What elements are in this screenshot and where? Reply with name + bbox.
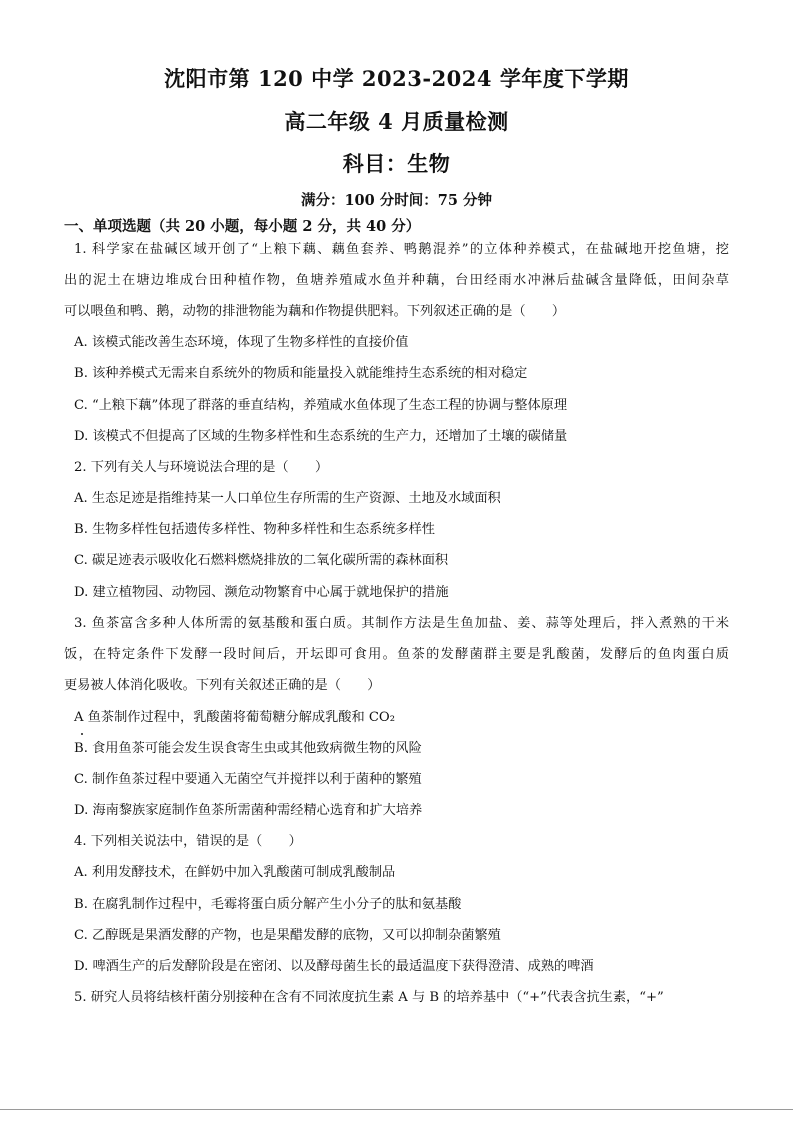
section-heading: 一、单项选题（共 20 小题，每小题 2 分，共 40 分） <box>64 218 421 235</box>
question-5-stem-line-1: 5. 研究人员将结核杆菌分别接种在含有不同浓度抗生素 A 与 B 的培养基中（“+”代表含抗生素，“+” <box>74 990 664 1005</box>
question-3-option-c: C. 制作鱼茶过程中要通入无菌空气并搅拌以利于菌种的繁殖 <box>74 772 422 787</box>
page-bottom-rule <box>0 1109 793 1110</box>
stray-dot-mark <box>81 733 83 735</box>
question-2-option-b: B. 生物多样性包括遗传多样性、物种多样性和生态系统多样性 <box>74 522 435 537</box>
question-4-option-c: C. 乙醇既是果酒发酵的产物，也是果醋发酵的底物，又可以抑制杂菌繁殖 <box>74 928 501 943</box>
question-4-option-b: B. 在腐乳制作过程中，毛霉将蛋白质分解产生小分子的肽和氨基酸 <box>74 897 462 912</box>
question-3-option-d: D. 海南黎族家庭制作鱼茶所需菌种需经精心选育和扩大培养 <box>74 803 423 818</box>
question-4-stem: 4. 下列相关说法中，错误的是（ ） <box>74 834 302 849</box>
question-3-stem-line-3: 更易被人体消化吸收。下列有关叙述正确的是（ ） <box>64 678 381 693</box>
exam-title: 沈阳市第 120 中学 2023-2024 学年度下学期 <box>164 66 629 91</box>
question-2-option-d: D. 建立植物园、动物园、濒危动物繁育中心属于就地保护的措施 <box>74 585 449 600</box>
question-4-option-a: A. 利用发酵技术，在鲜奶中加入乳酸菌可制成乳酸制品 <box>74 865 396 880</box>
question-3-stem-line-2: 饭，在特定条件下发酵一段时间后，开坛即可食用。鱼茶的发酵菌群主要是乳酸菌，发酵后的鱼肉蛋白质 <box>64 647 729 662</box>
question-3-stem-line-1: 3. 鱼茶富含多种人体所需的氨基酸和蛋白质。其制作方法是生鱼加盐、姜、蒜等处理后，拌入煮熟的干米 <box>74 616 729 631</box>
subject-title: 科目：生物 <box>342 151 451 176</box>
question-1-option-b: B. 该种养模式无需来自系统外的物质和能量投入就能维持生态系统的相对稳定 <box>74 366 528 381</box>
question-3-option-b: B. 食用鱼茶可能会发生误食寄生虫或其他致病微生物的风险 <box>74 741 422 756</box>
question-1-stem-line-2: 出的泥土在塘边堆成台田种植作物，鱼塘养殖咸水鱼并种藕，台田经雨水冲淋后盐碱含量降低，田间杂草 <box>64 273 729 288</box>
question-1-option-d: D. 该模式不但提高了区域的生物多样性和生态系统的生产力，还增加了土壤的碳储量 <box>74 429 568 444</box>
score-time-info: 满分：100 分时间：75 分钟 <box>300 192 493 209</box>
question-4-option-d: D. 啤酒生产的后发酵阶段是在密闭、以及酵母菌生长的最适温度下获得澄清、成熟的啤酒 <box>74 959 594 974</box>
question-2-option-a: A. 生态足迹是指维持某一人口单位生存所需的生产资源、土地及水域面积 <box>74 491 501 506</box>
question-1-option-a: A. 该模式能改善生态环境，体现了生物多样性的直接价值 <box>74 335 409 350</box>
question-1-stem-line-1: 1. 科学家在盐碱区域开创了“上粮下藕、藕鱼套养、鸭鹅混养”的立体种养模式，在盐碱地开挖鱼塘，挖 <box>74 242 729 257</box>
question-3-option-a: A 鱼茶制作过程中，乳酸菌将葡萄糖分解成乳酸和 CO₂ <box>74 710 396 725</box>
question-2-stem: 2. 下列有关人与环境说法合理的是（ ） <box>74 460 329 475</box>
question-1-stem-line-3: 可以喂鱼和鸭、鹅，动物的排泄物能为藕和作物提供肥料。下列叙述正确的是（ ） <box>64 304 566 319</box>
question-2-option-c: C. 碳足迹表示吸收化石燃料燃烧排放的二氧化碳所需的森林面积 <box>74 553 449 568</box>
exam-subtitle: 高二年级 4 月质量检测 <box>284 109 509 134</box>
question-1-option-c: C. “上粮下藕”体现了群落的垂直结构，养殖咸水鱼体现了生态工程的协调与整体原理 <box>74 398 568 413</box>
